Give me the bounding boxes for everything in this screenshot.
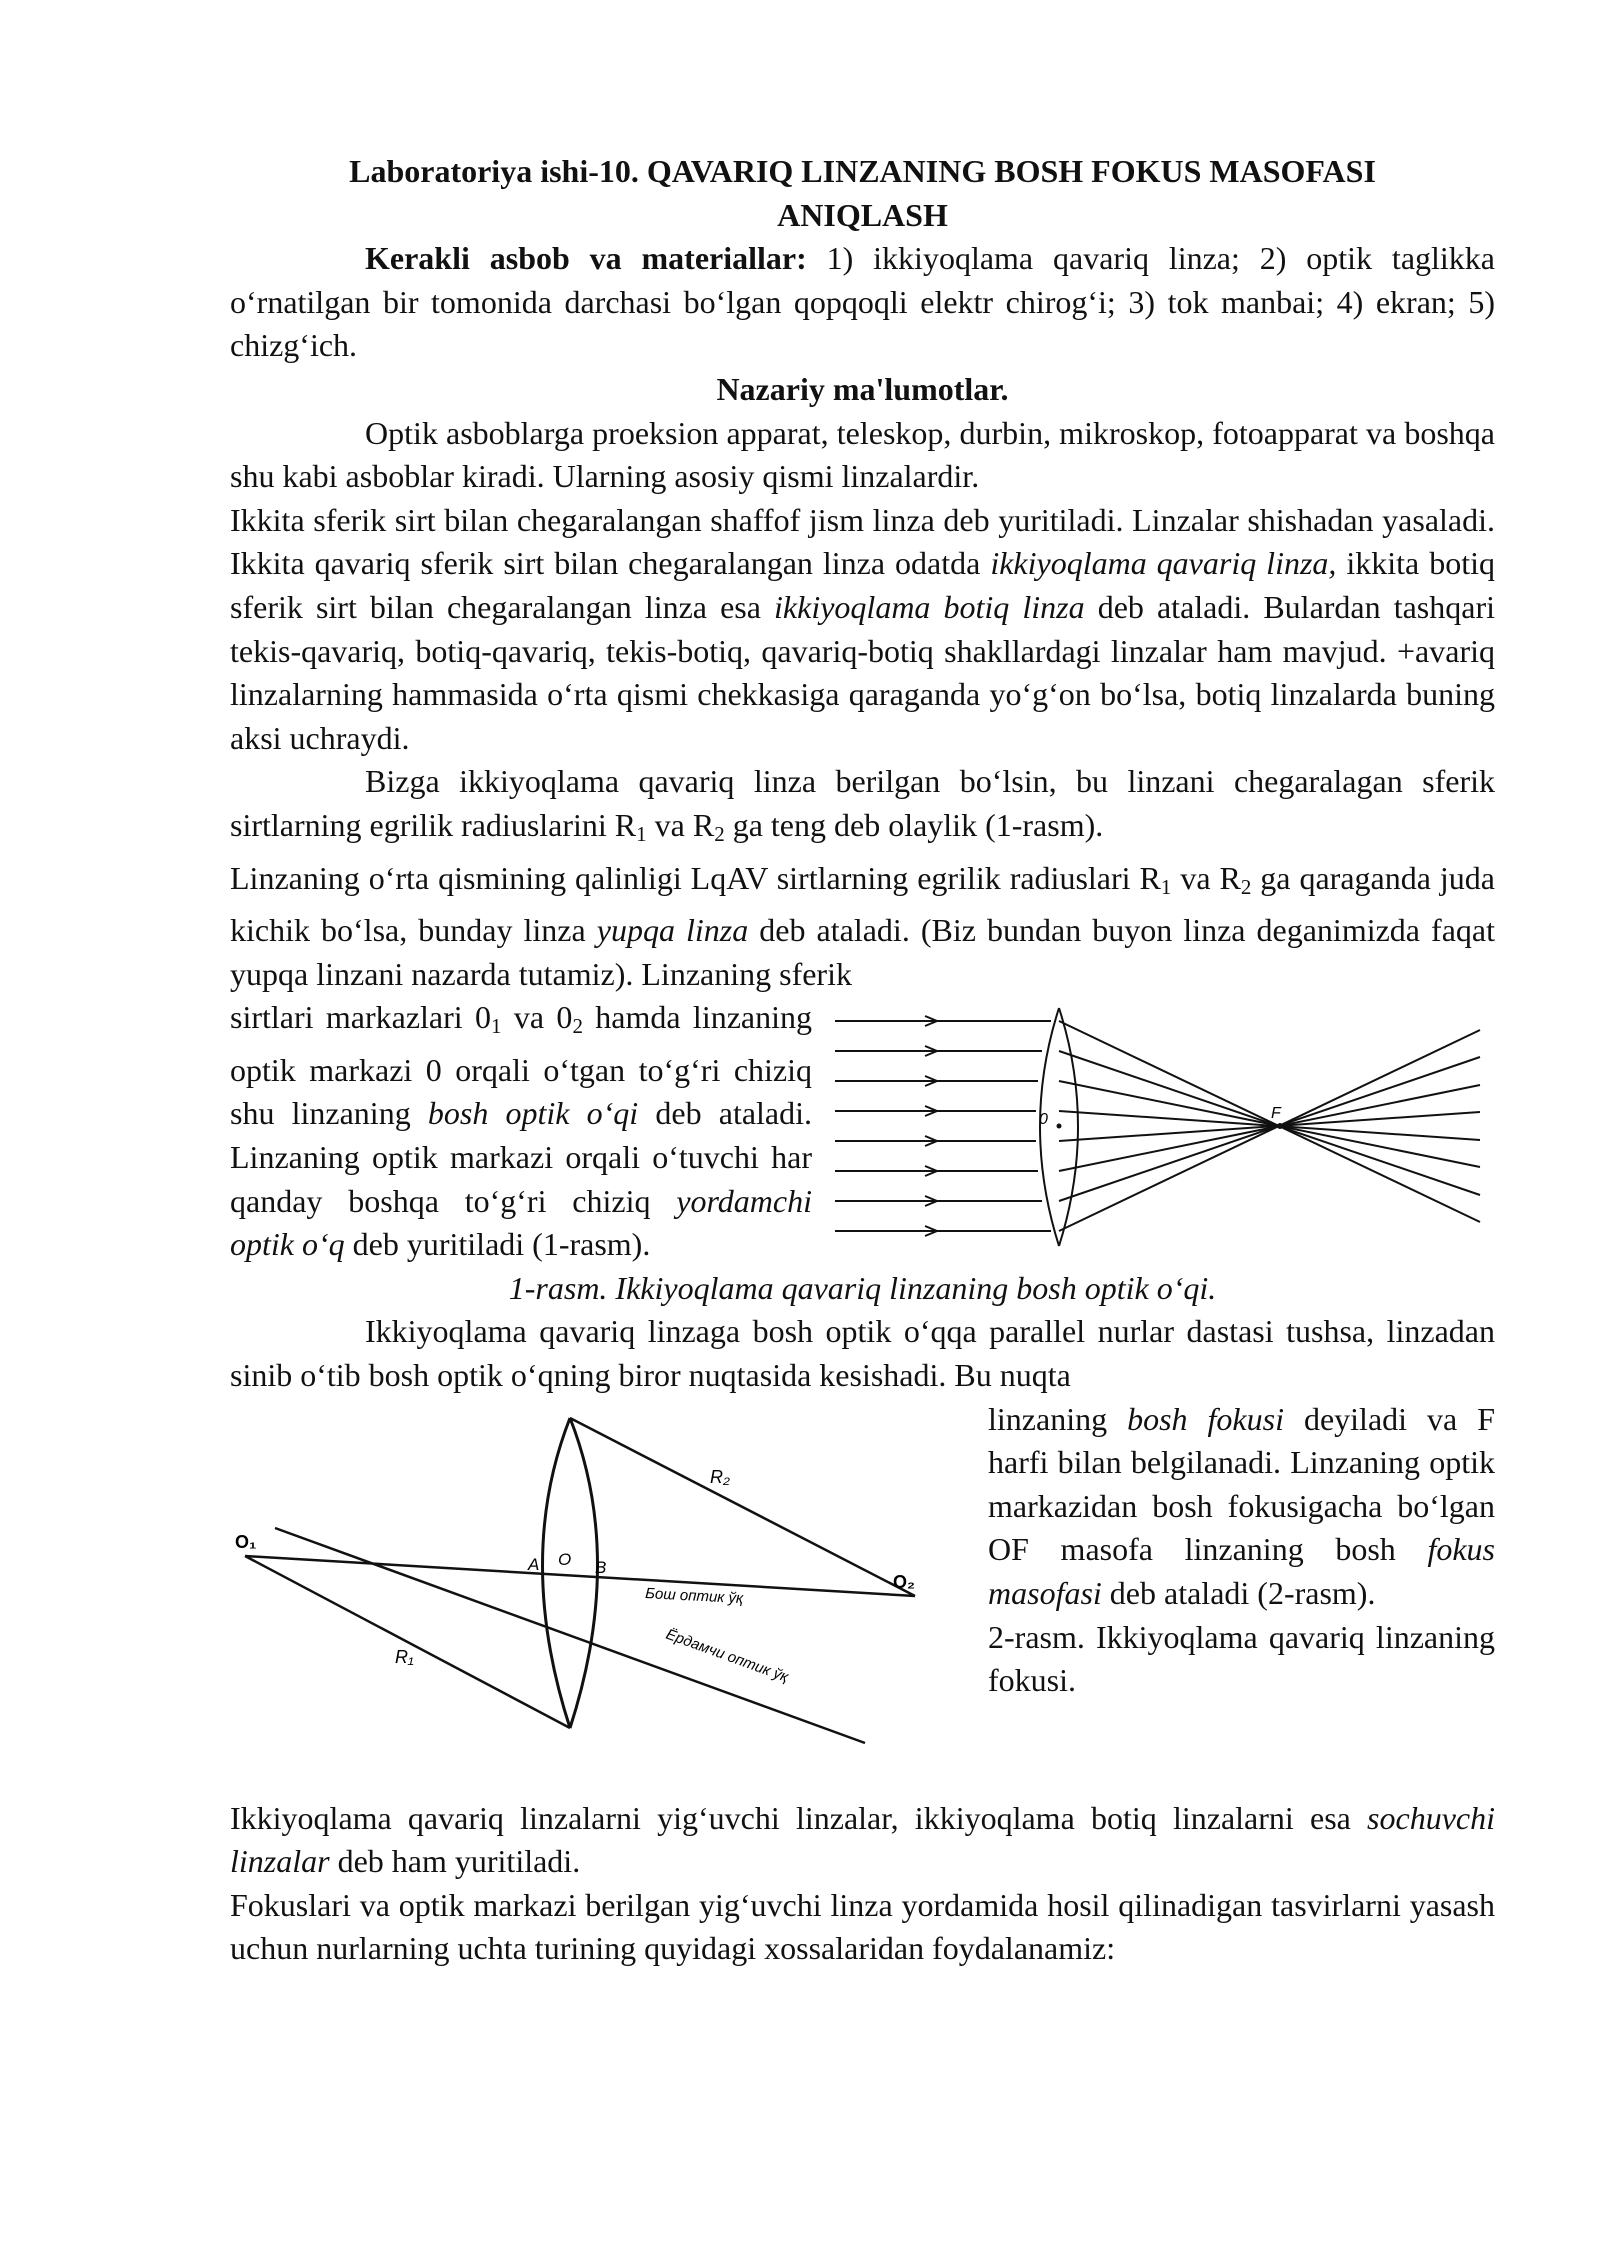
figure-2-main-axis-label: Бош оптик ўқ <box>644 1584 744 1607</box>
spacer <box>230 1753 1495 1797</box>
materials-label: Kerakli asbob va materiallar: <box>365 240 807 277</box>
p2-text-b: ikkita botiq sferik sirt bilan chegaralangan linza esa <box>230 545 1496 625</box>
paragraph-9: Fokuslari va optik markazi berilgan yig‘uvchi linza yordamida hosil qilinadigan tasvirlarni yasash uchun nurlarning uchta turining quyidagi xossalaridan foydalanamiz: <box>230 1886 1495 1967</box>
p7-italic-1: bosh fokusi <box>1127 1400 1284 1437</box>
p4-text-a: Linzaning o‘rta qismining qalinligi LqAV sirtlarning egrilik radiuslari R <box>230 859 1161 896</box>
figure-2-label-o: O <box>558 1549 572 1569</box>
materials-text: 1) ikkiyoqlama qavariq linza; 2) optik taglikka o‘rnatilgan bir tomonida darchasi bo‘lgan qopqoqli elektr chirog‘i; 3) tok manbai; 4) ekran; 5) chizg‘ich. <box>230 240 1496 364</box>
paragraph-7 <box>988 1398 1495 1616</box>
paragraph-2 <box>230 499 1495 761</box>
p2-italic-2: ikkiyoqlama botiq linza <box>774 588 1085 625</box>
figure-1-svg <box>825 996 1495 1266</box>
paragraph-4 <box>230 857 1495 997</box>
figure-2-label-r1: R₁ <box>395 1646 414 1667</box>
p7-text-a: linzaning <box>988 1400 1128 1437</box>
figure-2-label-a: A <box>528 1554 540 1574</box>
figure-2-label-o2: O₂ <box>893 1571 915 1592</box>
p8-text-b: deb ham yuritiladi. <box>329 1843 581 1880</box>
p5-text-e: deb yuritiladi (1-rasm). <box>344 1226 651 1263</box>
paragraph-3 <box>230 760 1495 856</box>
p5-text-a: sirtlari markazlari 0 <box>230 999 492 1036</box>
figure-2-row <box>230 1398 1495 1753</box>
p2-text-c: deb ataladi. Bulardan tashqari tekis-qavariq, botiq-qavariq, tekis-botiq, qavariq-botiq shakllardagi linzalar ham mavjud. +avariq linzalarning hammasida o‘rta qismi chekkasiga qaraganda yo‘g‘on bo‘lsa, botiq linzalarda buning aksi uchraydi. <box>230 588 1496 756</box>
p2-italic-1: ikkiyoqlama qavariq linza, <box>990 545 1337 582</box>
p5-italic-1: bosh optik o‘qi <box>427 1095 639 1132</box>
figure-2-label-o1: O₁ <box>235 1531 257 1552</box>
lab-title-line2: ANIQLASH <box>777 196 948 233</box>
p3-text-c: ga teng deb olaylik (1-rasm). <box>724 806 1104 843</box>
figure-2-svg <box>225 1398 930 1753</box>
p3-text-b: va R <box>646 806 715 843</box>
figure-2-side-text <box>988 1398 1495 1753</box>
lens-right-surface <box>1059 1008 1078 1246</box>
p3-sub-1: 1 <box>636 821 647 846</box>
lab-title-line1: Laboratoriya ishi-10. QAVARIQ LINZANING BOSH FOKUS MASOFASI <box>349 153 1376 189</box>
p5-text-c: hamda linzaning optik markazi 0 orqali o‘tgan to‘g‘ri chiziq shu linzaning <box>230 999 813 1132</box>
p5-text-b: va 0 <box>501 999 573 1036</box>
p4-text-c: ga qaraganda juda kichik bo‘lsa, bunday linza <box>230 859 1496 949</box>
figure-1-row <box>230 996 1495 1267</box>
p5-italic-2: yordamchi optik o‘q <box>230 1182 812 1263</box>
p4-sub-2: 2 <box>1240 874 1252 899</box>
p3-sub-2: 2 <box>714 821 725 846</box>
document-page <box>230 150 1495 1971</box>
figure-2-lens-diagram <box>225 1398 930 1753</box>
p4-italic-1: yupqa linza <box>596 912 749 949</box>
p5-sub-1: 1 <box>491 1014 502 1039</box>
figure-2-label-b: B <box>595 1557 607 1577</box>
paragraph-8 <box>230 1797 1495 1884</box>
p8-text-a: Ikkiyoqlama qavariq linzalarni yig‘uvchi linzalar, ikkiyoqlama botiq linzalarni esa <box>230 1799 1368 1836</box>
p4-text-b: va R <box>1171 859 1241 896</box>
p3-text-a: Bizga ikkiyoqlama qavariq linza berilgan bo‘lsin, bu linzani chegaralagan sferik sirtlarning egrilik radiuslarini R <box>230 763 1495 843</box>
figure-2-aux-axis-label: Ёрдамчи оптик ўқ <box>663 1625 791 1686</box>
materials-paragraph <box>230 237 1495 368</box>
figure-2-caption: 2-rasm. Ikkiyoqlama qavariq linzaning fokusi. <box>988 1618 1495 1699</box>
p7-text-c: deb ataladi (2-rasm). <box>1101 1575 1376 1611</box>
p4-text-d: deb ataladi. (Biz bundan buyon linza deganimizda faqat yupqa linzani nazarda tutamiz). Linzaning sferik <box>230 912 1496 992</box>
optical-center-dot <box>1057 1124 1062 1129</box>
p7-italic-2: fokus masofasi <box>988 1531 1495 1611</box>
p2-text-a: Ikkita sferik sirt bilan chegaralangan shaffof jism linza deb yuritiladi. Linzalar shishadan yasaladi. Ikkita qavariq sferik sirt bilan chegaralangan linza odatda <box>230 501 1495 582</box>
paragraph-5 <box>230 996 812 1267</box>
p8-italic-1: sochuvchi linzalar <box>230 1799 1495 1880</box>
paragraph-6: Ikkiyoqlama qavariq linzaga bosh optik o‘qqa parallel nurlar dastasi tushsa, linzadan sinib o‘tib bosh optik o‘qning biror nuqtasida kesishadi. Bu nuqta <box>230 1313 1495 1394</box>
figure-1-label-f: F <box>1271 1105 1281 1123</box>
focus-dot <box>1277 1123 1283 1129</box>
p5-text-d: deb ataladi. Linzaning optik markazi orqali o‘tuvchi har qanday boshqa to‘g‘ri chiziq <box>230 1095 813 1219</box>
figure-1-label-o: 0 <box>1039 1111 1048 1129</box>
theory-heading: Nazariy ma'lumotlar. <box>716 370 1009 407</box>
p4-sub-1: 1 <box>1160 874 1172 899</box>
figure-1-lens-diagram <box>825 996 1495 1266</box>
p5-sub-2: 2 <box>572 1014 583 1039</box>
paragraph-1: Optik asboblarga proeksion apparat, teleskop, durbin, mikroskop, fotoapparat va boshqa shu kabi asboblar kiradi. Ularning asosiy qismi linzalardir. <box>230 414 1495 495</box>
lens2-right-surface <box>570 1418 598 1728</box>
figure-2-label-r2: R₂ <box>710 1466 730 1487</box>
figure-1-caption: 1-rasm. Ikkiyoqlama qavariq linzaning bosh optik o‘qi. <box>508 1269 1217 1306</box>
p7-text-b: deyiladi va F harfi bilan belgilanadi. Linzaning optik markazidan bosh fokusigacha bo‘lgan OF masofa linzaning bosh <box>988 1400 1496 1568</box>
